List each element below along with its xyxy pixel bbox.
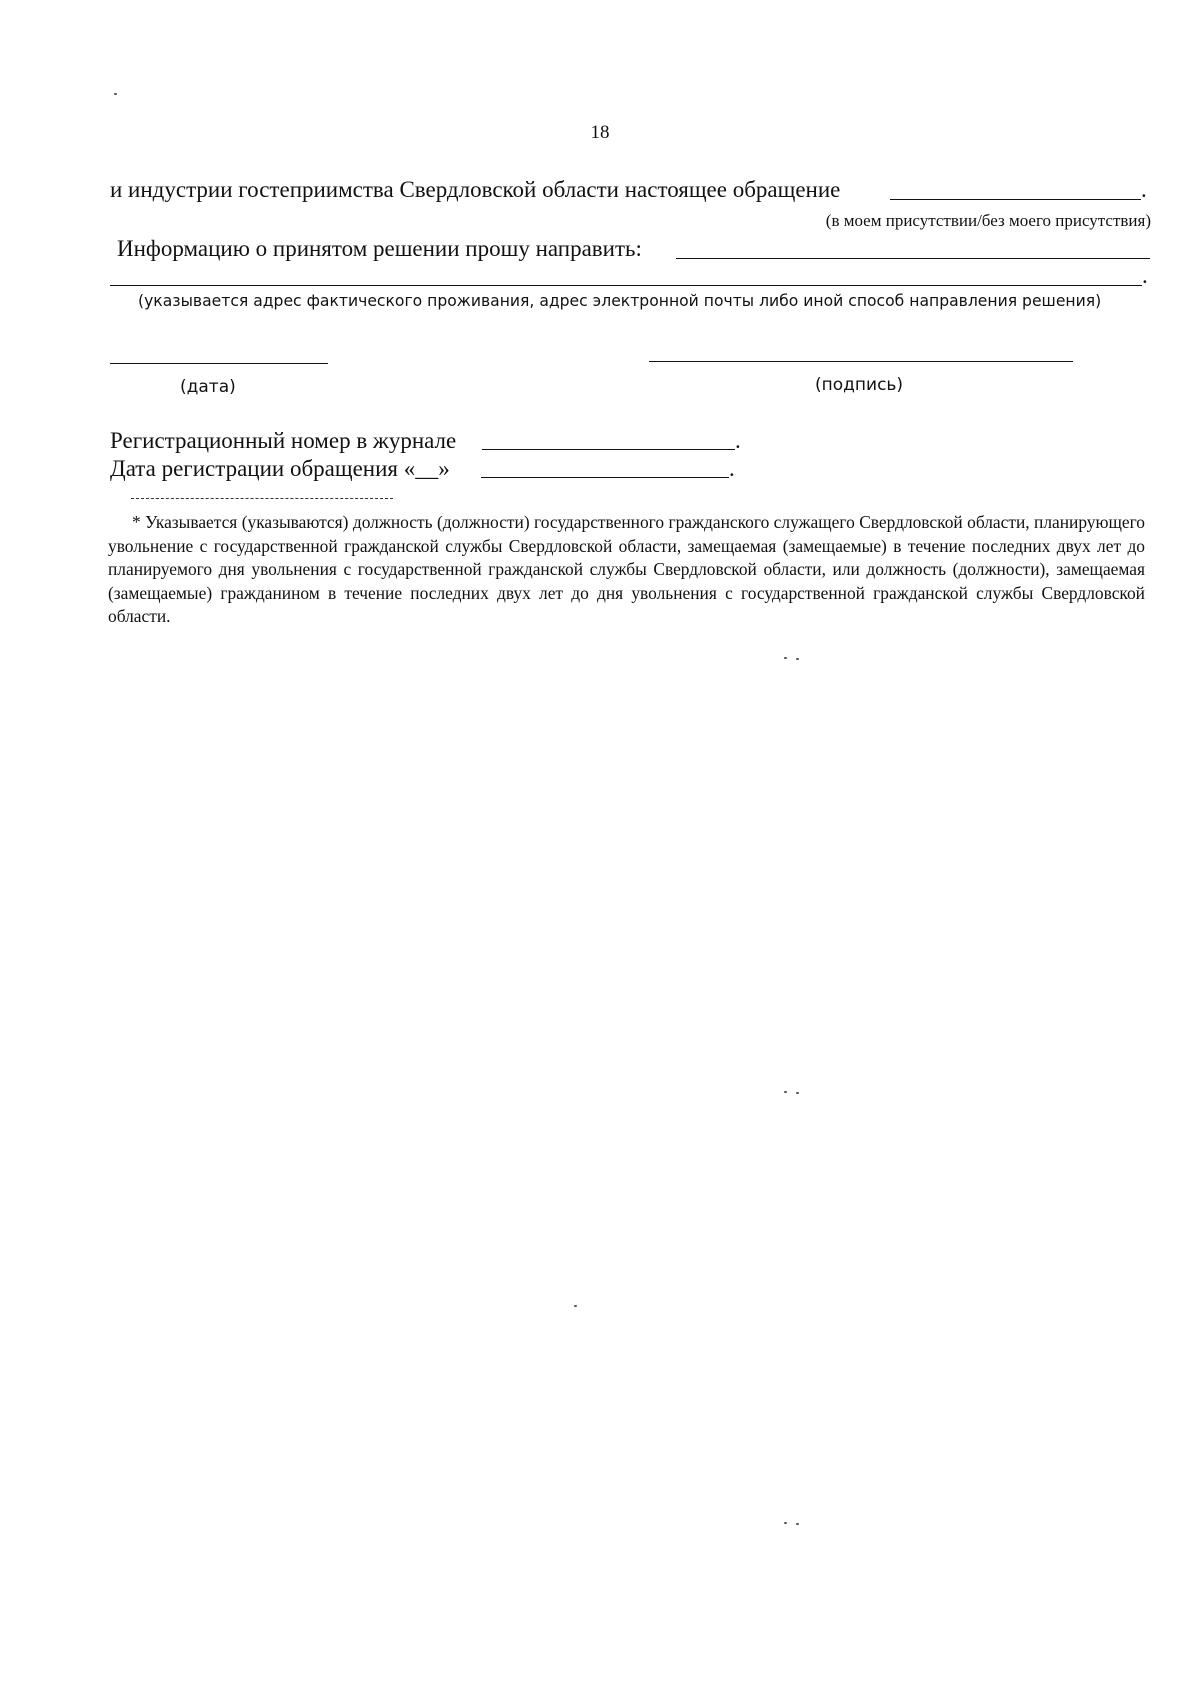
scan-speck — [784, 657, 787, 659]
appeal-line-text: и индустрии гостеприимства Свердловской области настоящее обращение — [110, 177, 841, 202]
scan-speck — [114, 93, 117, 95]
registration-number-text: Регистрационный номер в журнале — [110, 428, 457, 453]
scan-speck — [784, 1091, 787, 1093]
date-label: (дата) — [180, 377, 236, 397]
registration-number-end: . — [735, 428, 741, 453]
scan-speck — [796, 658, 799, 660]
scan-speck — [796, 1523, 799, 1525]
delivery-hint: (указывается адрес фактического проживания, адрес электронной почты либо иной способ направления решения) — [138, 292, 1102, 310]
registration-date-blank — [481, 477, 729, 478]
presence-blank-line — [890, 199, 1141, 200]
footnote-text: * Указывается (указываются) должность (должности) государственного гражданского служащего Свердловской области, планирующего увольнение с государственной гражданской службы Свердловской области, замещаемая (замещаемые) в течение последних двух лет до планируемого дня увольнения с государственной гражданской службы Свердловской области, или должность (должности), замещаемая (замещаемые) гражданином в течение последних двух лет до дня увольнения с государственной гражданской службы Свердловской области. — [108, 512, 1145, 626]
scan-speck — [784, 1522, 787, 1524]
decision-delivery-text: Информацию о принятом решении прошу направить: — [117, 236, 642, 261]
date-blank-line — [110, 363, 328, 364]
registration-date-text: Дата регистрации обращения «__» — [110, 456, 450, 481]
scan-speck — [796, 1092, 799, 1094]
page-number: 18 — [590, 122, 610, 143]
presence-hint: (в моем присутствии/без моего присутствия) — [825, 211, 1151, 230]
delivery-blank-line-2 — [110, 285, 1142, 286]
scan-speck — [574, 1305, 577, 1307]
footnote-separator — [131, 498, 393, 499]
delivery-blank-line-1 — [676, 258, 1150, 259]
signature-blank-line — [649, 361, 1073, 362]
signature-label: (подпись) — [815, 375, 904, 395]
registration-date-end: . — [729, 456, 735, 481]
presence-line-end: . — [1141, 177, 1147, 202]
registration-number-blank — [482, 449, 735, 450]
delivery-line-end: . — [1142, 263, 1148, 288]
